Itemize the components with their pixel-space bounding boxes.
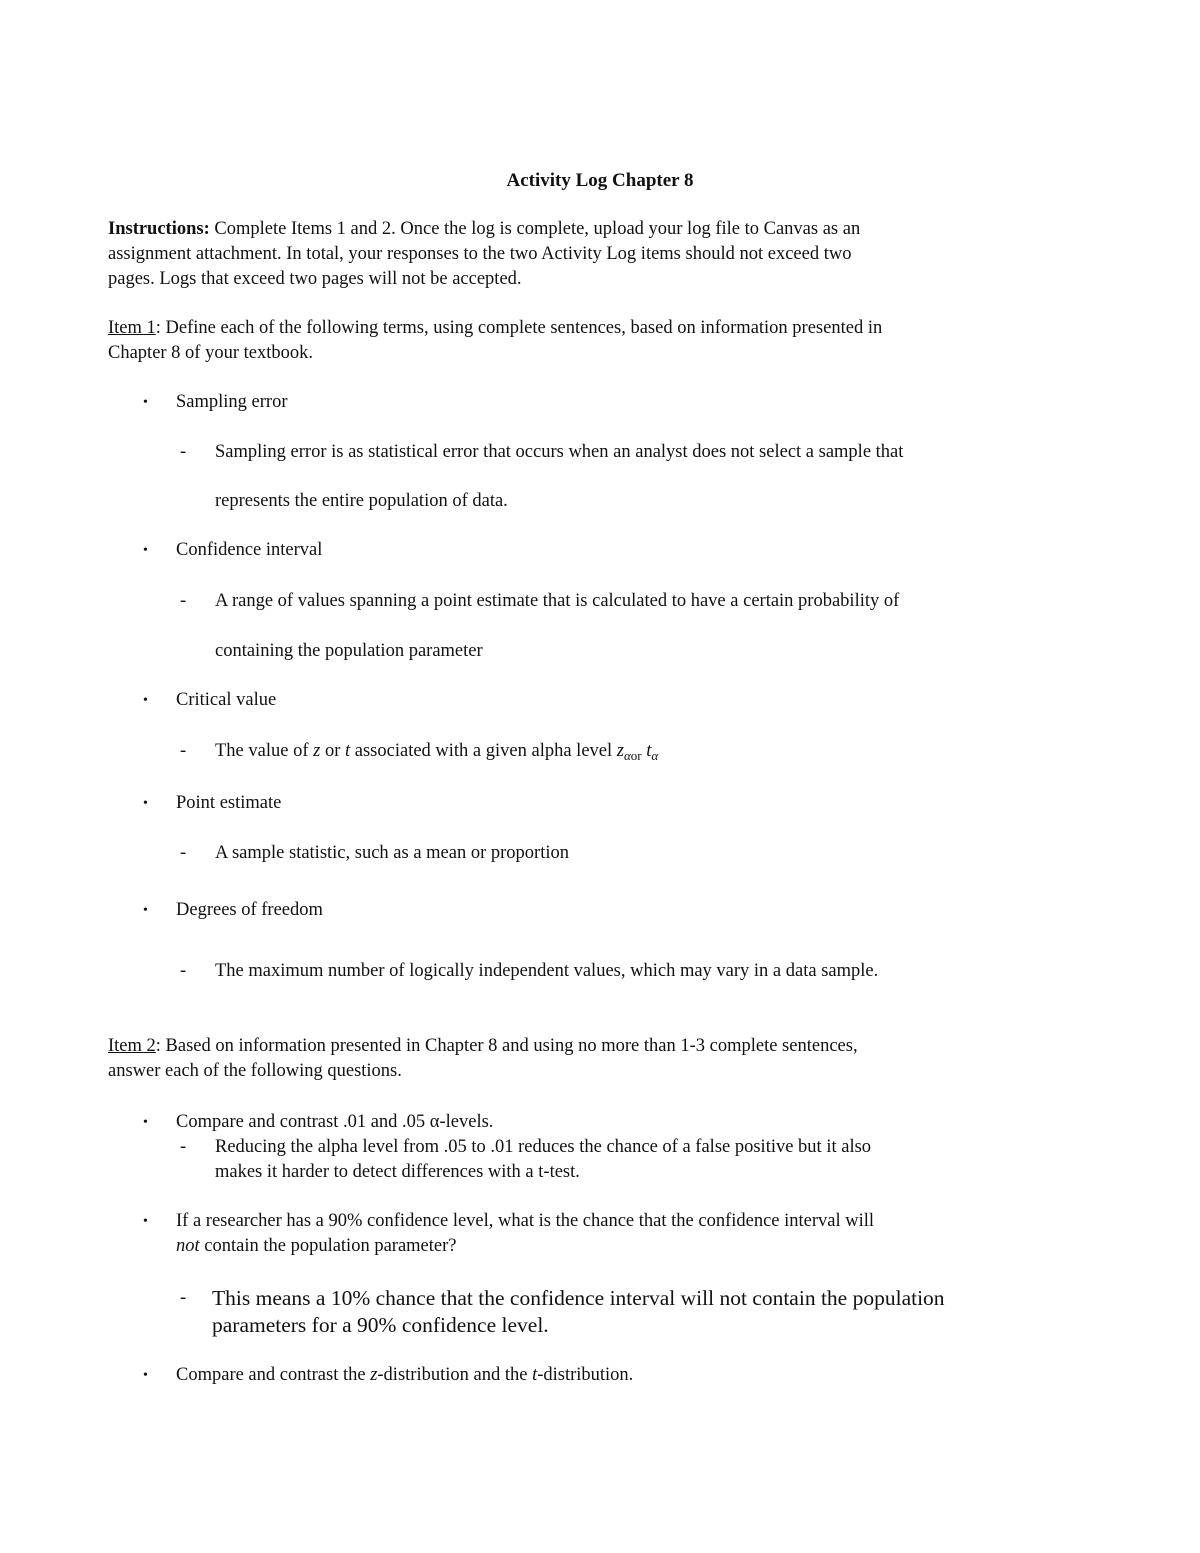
answer-alpha-levels-2: makes it harder to detect differences with a t-test. [215,1162,580,1182]
question-text: -distribution. [537,1365,634,1385]
answer-degrees-of-freedom: The maximum number of logically independent values, which may vary in a data sample. [215,961,879,981]
bullet-icon: • [143,693,148,708]
item1-label: Item 1 [108,318,156,338]
answer-text: or [320,741,345,761]
alpha-subscript: α [651,748,659,763]
term-sampling-error: Sampling error [176,392,288,412]
question-z-t-distribution [176,1363,633,1388]
question-text: -distribution and the [377,1365,533,1385]
dash-icon: - [180,591,187,611]
term-critical-value: Critical value [176,690,277,710]
instructions-label: Instructions: [108,219,210,239]
item1-line-1 [108,316,882,341]
answer-confidence-level-1: This means a 10% chance that the confidence interval will not contain the population [212,1286,945,1310]
or-subscript: or [630,748,642,763]
question-confidence-level-1: If a researcher has a 90% confidence level, what is the chance that the confidence interval will [176,1211,875,1231]
instructions-line-2: assignment attachment. In total, your responses to the two Activity Log items should not exceed two [108,244,852,264]
z-symbol: z [313,741,321,761]
z-symbol: z [370,1365,378,1385]
answer-critical-value [215,739,658,768]
question-text: Compare and contrast the [176,1365,371,1385]
dash-icon: - [180,1288,187,1308]
bullet-icon: • [143,903,148,918]
dash-icon: - [180,442,187,462]
instructions-text-1: Complete Items 1 and 2. Once the log is complete, upload your log file to Canvas as an [209,219,861,239]
item1-line-2: Chapter 8 of your textbook. [108,343,313,363]
t-symbol: t [532,1365,538,1385]
term-confidence-interval: Confidence interval [176,540,323,560]
bullet-icon: • [143,1214,148,1229]
term-degrees-of-freedom: Degrees of freedom [176,900,323,920]
question-alpha-levels: Compare and contrast .01 and .05 α-levels. [176,1112,494,1132]
item2-text-1: : Based on information presented in Chapter 8 and using no more than 1-3 complete sentences, [155,1036,858,1056]
not-emphasis: not [176,1236,200,1256]
instructions-line-3: pages. Logs that exceed two pages will not be accepted. [108,269,522,289]
bullet-icon: • [143,796,148,811]
answer-confidence-level-2: parameters for a 90% confidence level. [212,1313,549,1337]
bullet-icon: • [143,543,148,558]
t-alpha-symbol: t [646,741,652,761]
answer-text: associated with a given alpha level [350,741,617,761]
answer-point-estimate: A sample statistic, such as a mean or proportion [215,843,569,863]
answer-sampling-error-1: Sampling error is as statistical error that occurs when an analyst does not select a sample that [215,442,904,462]
bullet-icon: • [143,395,148,410]
answer-confidence-interval-1: A range of values spanning a point estimate that is calculated to have a certain probability of [215,591,900,611]
item2-label: Item 2 [108,1036,156,1056]
bullet-icon: • [143,1368,148,1383]
dash-icon: - [180,1137,187,1157]
instructions-line-1 [108,217,860,242]
bullet-icon: • [143,1115,148,1130]
alpha-subscript: α [623,748,631,763]
question-text: contain the population parameter? [199,1236,457,1256]
answer-text: The value of [215,741,314,761]
document-title: Activity Log Chapter 8 [506,170,694,191]
dash-icon: - [180,961,187,981]
question-confidence-level-2 [176,1234,456,1259]
answer-sampling-error-2: represents the entire population of data. [215,491,508,511]
z-alpha-symbol: z [616,741,624,761]
item2-line-1 [108,1034,858,1059]
term-point-estimate: Point estimate [176,793,282,813]
dash-icon: - [180,843,187,863]
dash-icon: - [180,741,187,761]
t-symbol: t [345,741,351,761]
answer-alpha-levels-1: Reducing the alpha level from .05 to .01 reduces the chance of a false positive but it also [215,1137,872,1157]
answer-confidence-interval-2: containing the population parameter [215,641,483,661]
item2-line-2: answer each of the following questions. [108,1061,402,1081]
item1-text-1: : Define each of the following terms, using complete sentences, based on information presented in [155,318,883,338]
